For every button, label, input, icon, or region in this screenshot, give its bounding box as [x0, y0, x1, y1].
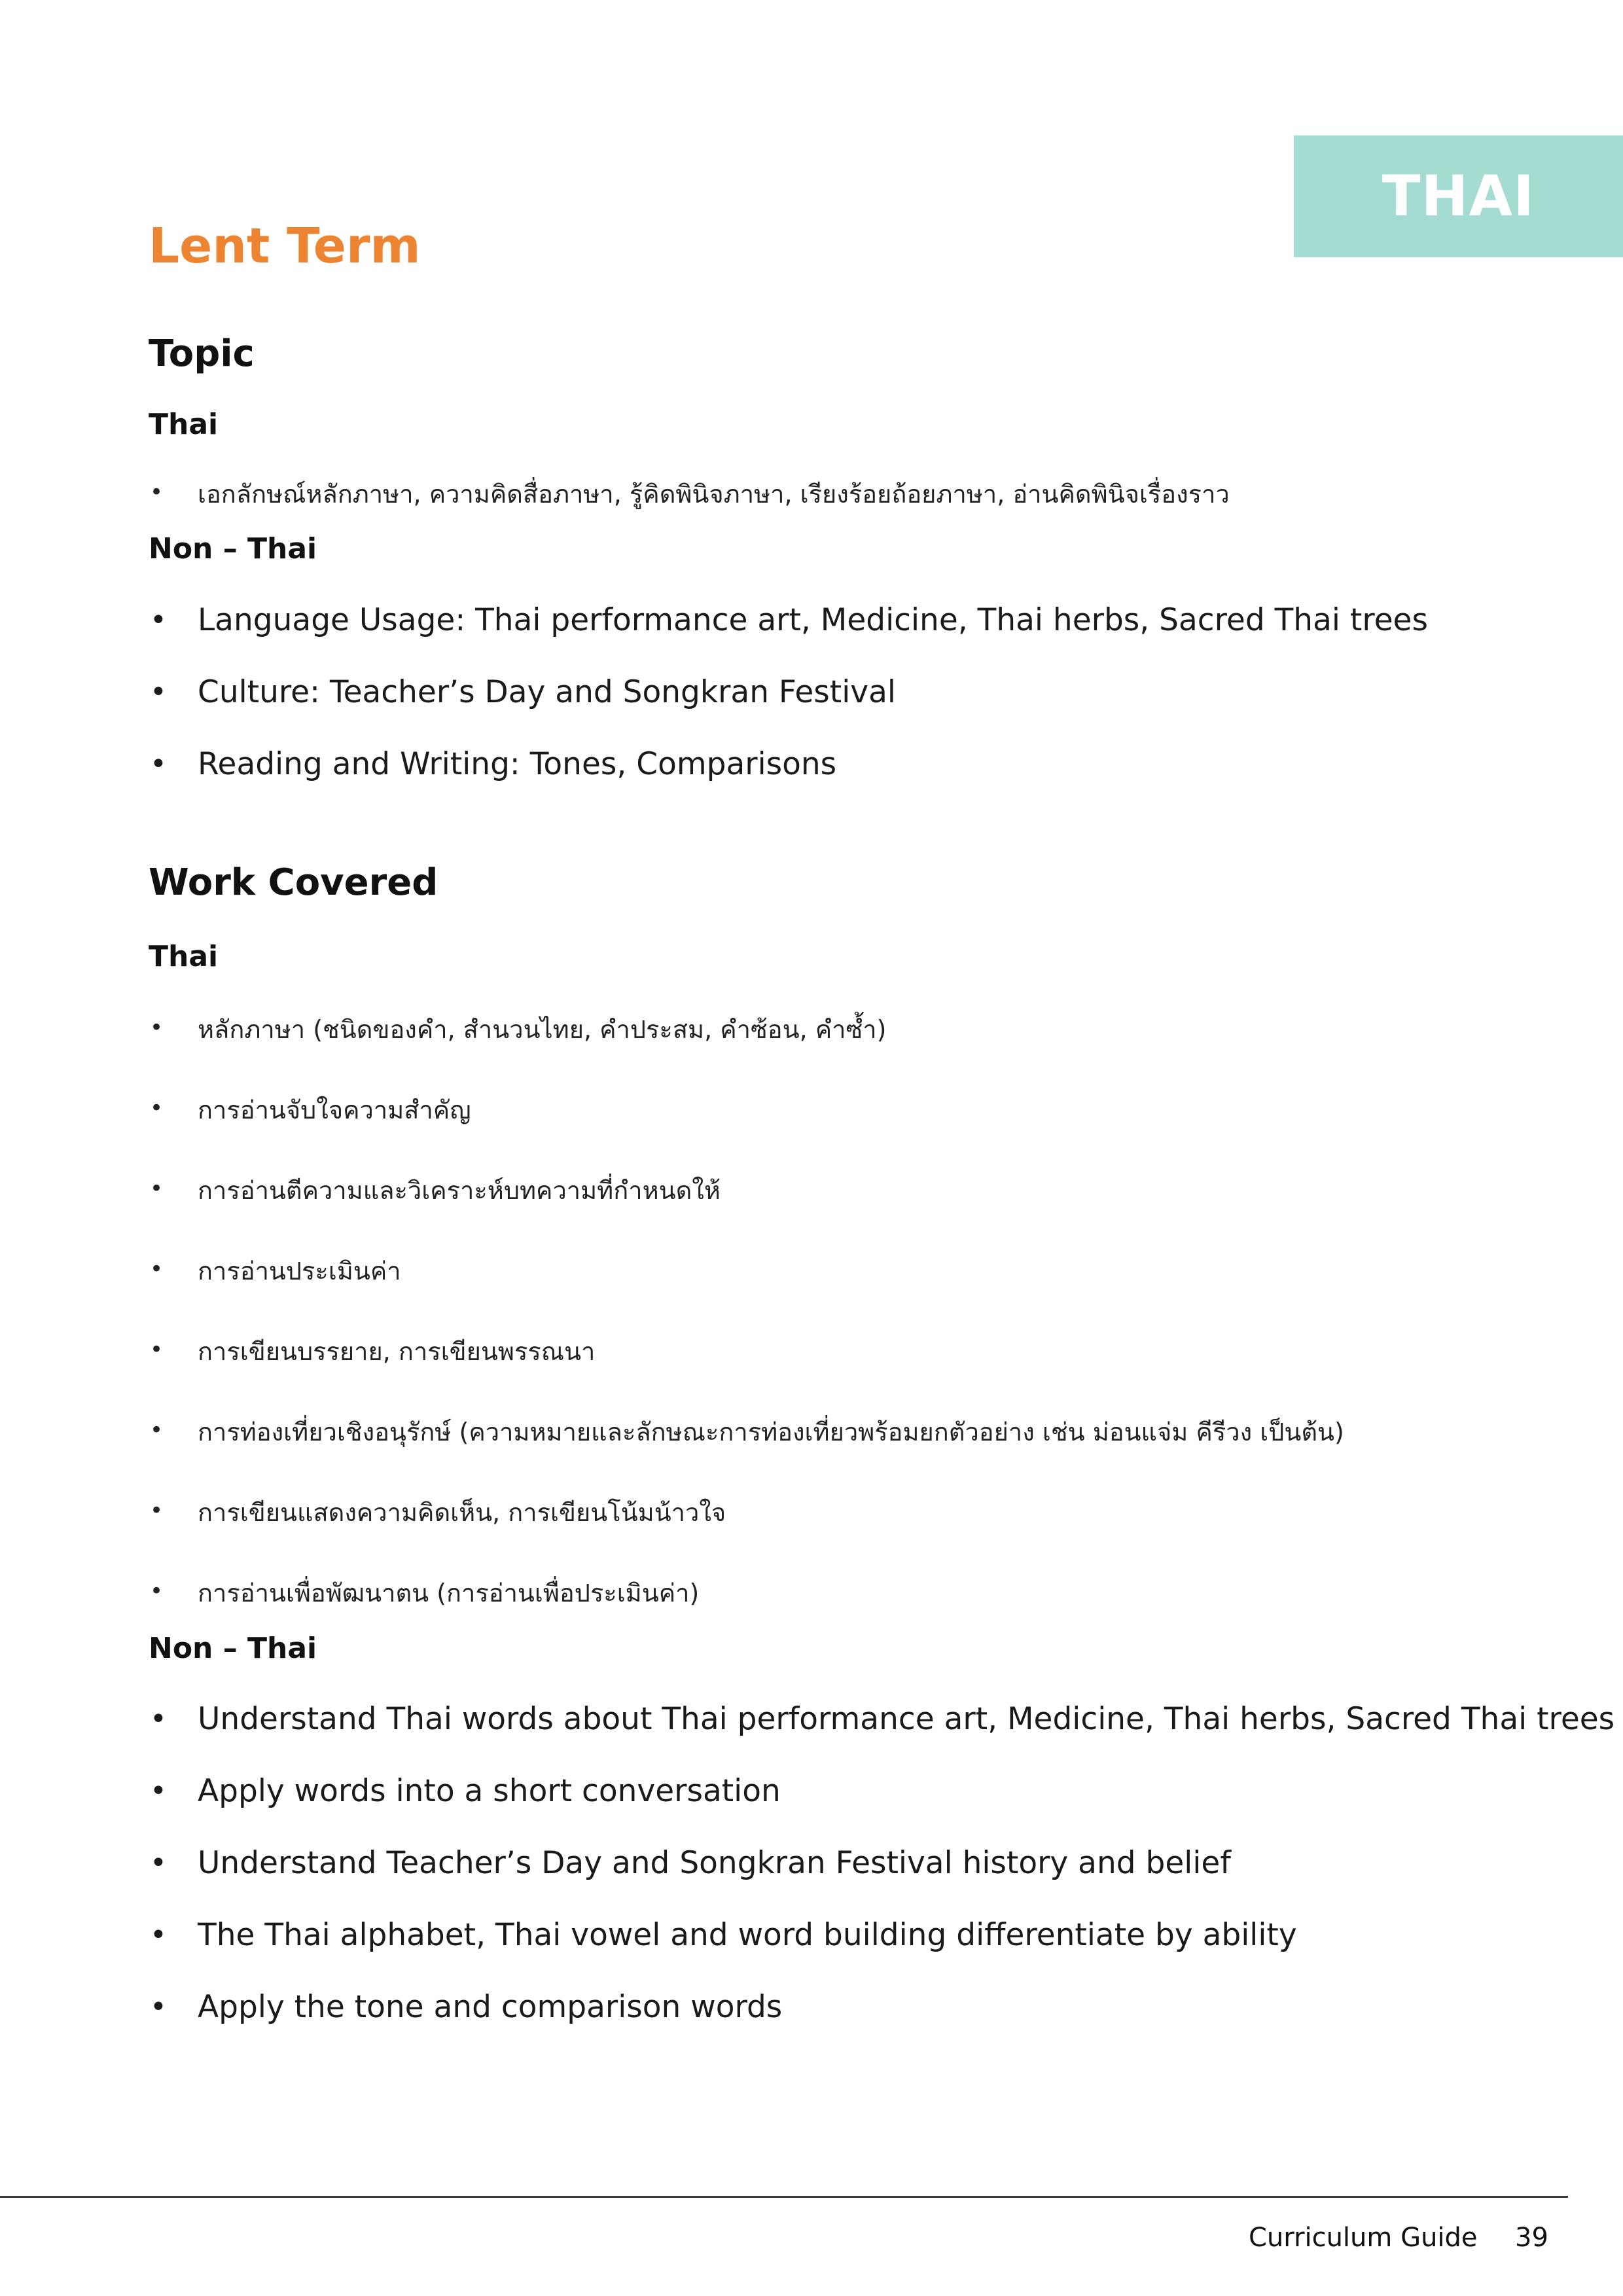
- list-item: [149, 1844, 1614, 1916]
- bullet-icon: •: [150, 1256, 164, 1282]
- bullet-icon: •: [150, 1014, 164, 1041]
- list-item-text: การอ่านเพื่อพัฒนาตน (การอ่านเพื่อประเมินค่า): [198, 1579, 700, 1607]
- list-item: [149, 1412, 1344, 1493]
- footer-label: Curriculum Guide: [1249, 2223, 1478, 2253]
- subject-tab: THAI: [1294, 135, 1623, 257]
- topic-non-thai-heading: Non – Thai: [149, 532, 317, 565]
- list-item-text: The Thai alphabet, Thai vowel and word building differentiate by ability: [198, 1917, 1297, 1953]
- list-item-text: การเขียนบรรยาย, การเขียนพรรณนา: [198, 1337, 596, 1366]
- bullet-icon: •: [150, 1498, 164, 1524]
- bullet-icon: •: [150, 1417, 164, 1443]
- list-item: [149, 1332, 1344, 1412]
- list-item: [149, 1010, 1344, 1090]
- work-non-thai-heading: Non – Thai: [149, 1632, 317, 1665]
- list-item-text: การอ่านประเมินค่า: [198, 1257, 401, 1285]
- list-item-text: Culture: Teacher’s Day and Songkran Festival: [198, 674, 896, 710]
- list-item-text: การอ่านจับใจความสำคัญ: [198, 1096, 471, 1124]
- list-item: [149, 1493, 1344, 1573]
- topic-thai-heading: Thai: [149, 408, 219, 441]
- list-item: [149, 745, 1428, 817]
- list-item-text: Understand Teacher’s Day and Songkran Festival history and belief: [198, 1845, 1231, 1881]
- bullet-icon: •: [150, 1774, 167, 1808]
- bullet-icon: •: [150, 603, 167, 637]
- bullet-icon: •: [150, 1702, 167, 1736]
- list-item: [149, 1916, 1614, 1988]
- list-item-text: Understand Thai words about Thai performance art, Medicine, Thai herbs, Sacred Thai trees: [198, 1701, 1615, 1737]
- bullet-icon: •: [150, 479, 164, 505]
- list-item: [149, 1700, 1614, 1772]
- work-thai-list: [149, 1010, 1344, 1654]
- list-item: [149, 1772, 1614, 1844]
- page-number: 39: [1515, 2223, 1548, 2253]
- bullet-icon: •: [150, 1578, 164, 1604]
- list-item-text: หลักภาษา (ชนิดของคำ, สำนวนไทย, คำประสม, คำซ้อน, คำซ้ำ): [198, 1015, 887, 1044]
- list-item: [149, 673, 1428, 745]
- list-item-text: Language Usage: Thai performance art, Medicine, Thai herbs, Sacred Thai trees: [198, 602, 1428, 638]
- work-non-thai-list: [149, 1700, 1614, 2060]
- list-item: [149, 1090, 1344, 1171]
- bullet-icon: •: [150, 1918, 167, 1952]
- list-item: [149, 1573, 1344, 1654]
- bullet-icon: •: [150, 675, 167, 709]
- footer-divider: [0, 2196, 1568, 2198]
- list-item-text: Apply the tone and comparison words: [198, 1989, 783, 2025]
- list-item: [149, 1988, 1614, 2060]
- bullet-icon: •: [150, 1990, 167, 2024]
- term-title: Lent Term: [149, 218, 421, 274]
- topic-non-thai-list: [149, 601, 1428, 817]
- list-item-text: เอกลักษณ์หลักภาษา, ความคิดสื่อภาษา, รู้คิดพินิจภาษา, เรียงร้อยถ้อยภาษา, อ่านคิดพินิจเรื่องราว: [198, 480, 1230, 509]
- list-item-text: Apply words into a short conversation: [198, 1773, 781, 1809]
- list-item-text: การเขียนแสดงความคิดเห็น, การเขียนโน้มน้าวใจ: [198, 1498, 726, 1527]
- topic-heading: Topic: [149, 332, 255, 375]
- bullet-icon: •: [150, 747, 167, 781]
- list-item-text: Reading and Writing: Tones, Comparisons: [198, 746, 837, 782]
- list-item-text: การอ่านตีความและวิเคราะห์บทความที่กำหนดให้: [198, 1176, 721, 1205]
- work-thai-heading: Thai: [149, 940, 219, 973]
- list-item: [149, 1171, 1344, 1251]
- bullet-icon: •: [150, 1095, 164, 1121]
- list-item: [149, 1251, 1344, 1332]
- work-covered-heading: Work Covered: [149, 861, 438, 904]
- list-item: [149, 601, 1428, 673]
- list-item-text: การท่องเที่ยวเชิงอนุรักษ์ (ความหมายและลักษณะการท่องเที่ยวพร้อมยกตัวอย่าง เช่น ม่อนแจ่ม คีรีวง เป็นต้น): [198, 1418, 1344, 1446]
- bullet-icon: •: [150, 1336, 164, 1363]
- bullet-icon: •: [150, 1175, 164, 1202]
- bullet-icon: •: [150, 1846, 167, 1880]
